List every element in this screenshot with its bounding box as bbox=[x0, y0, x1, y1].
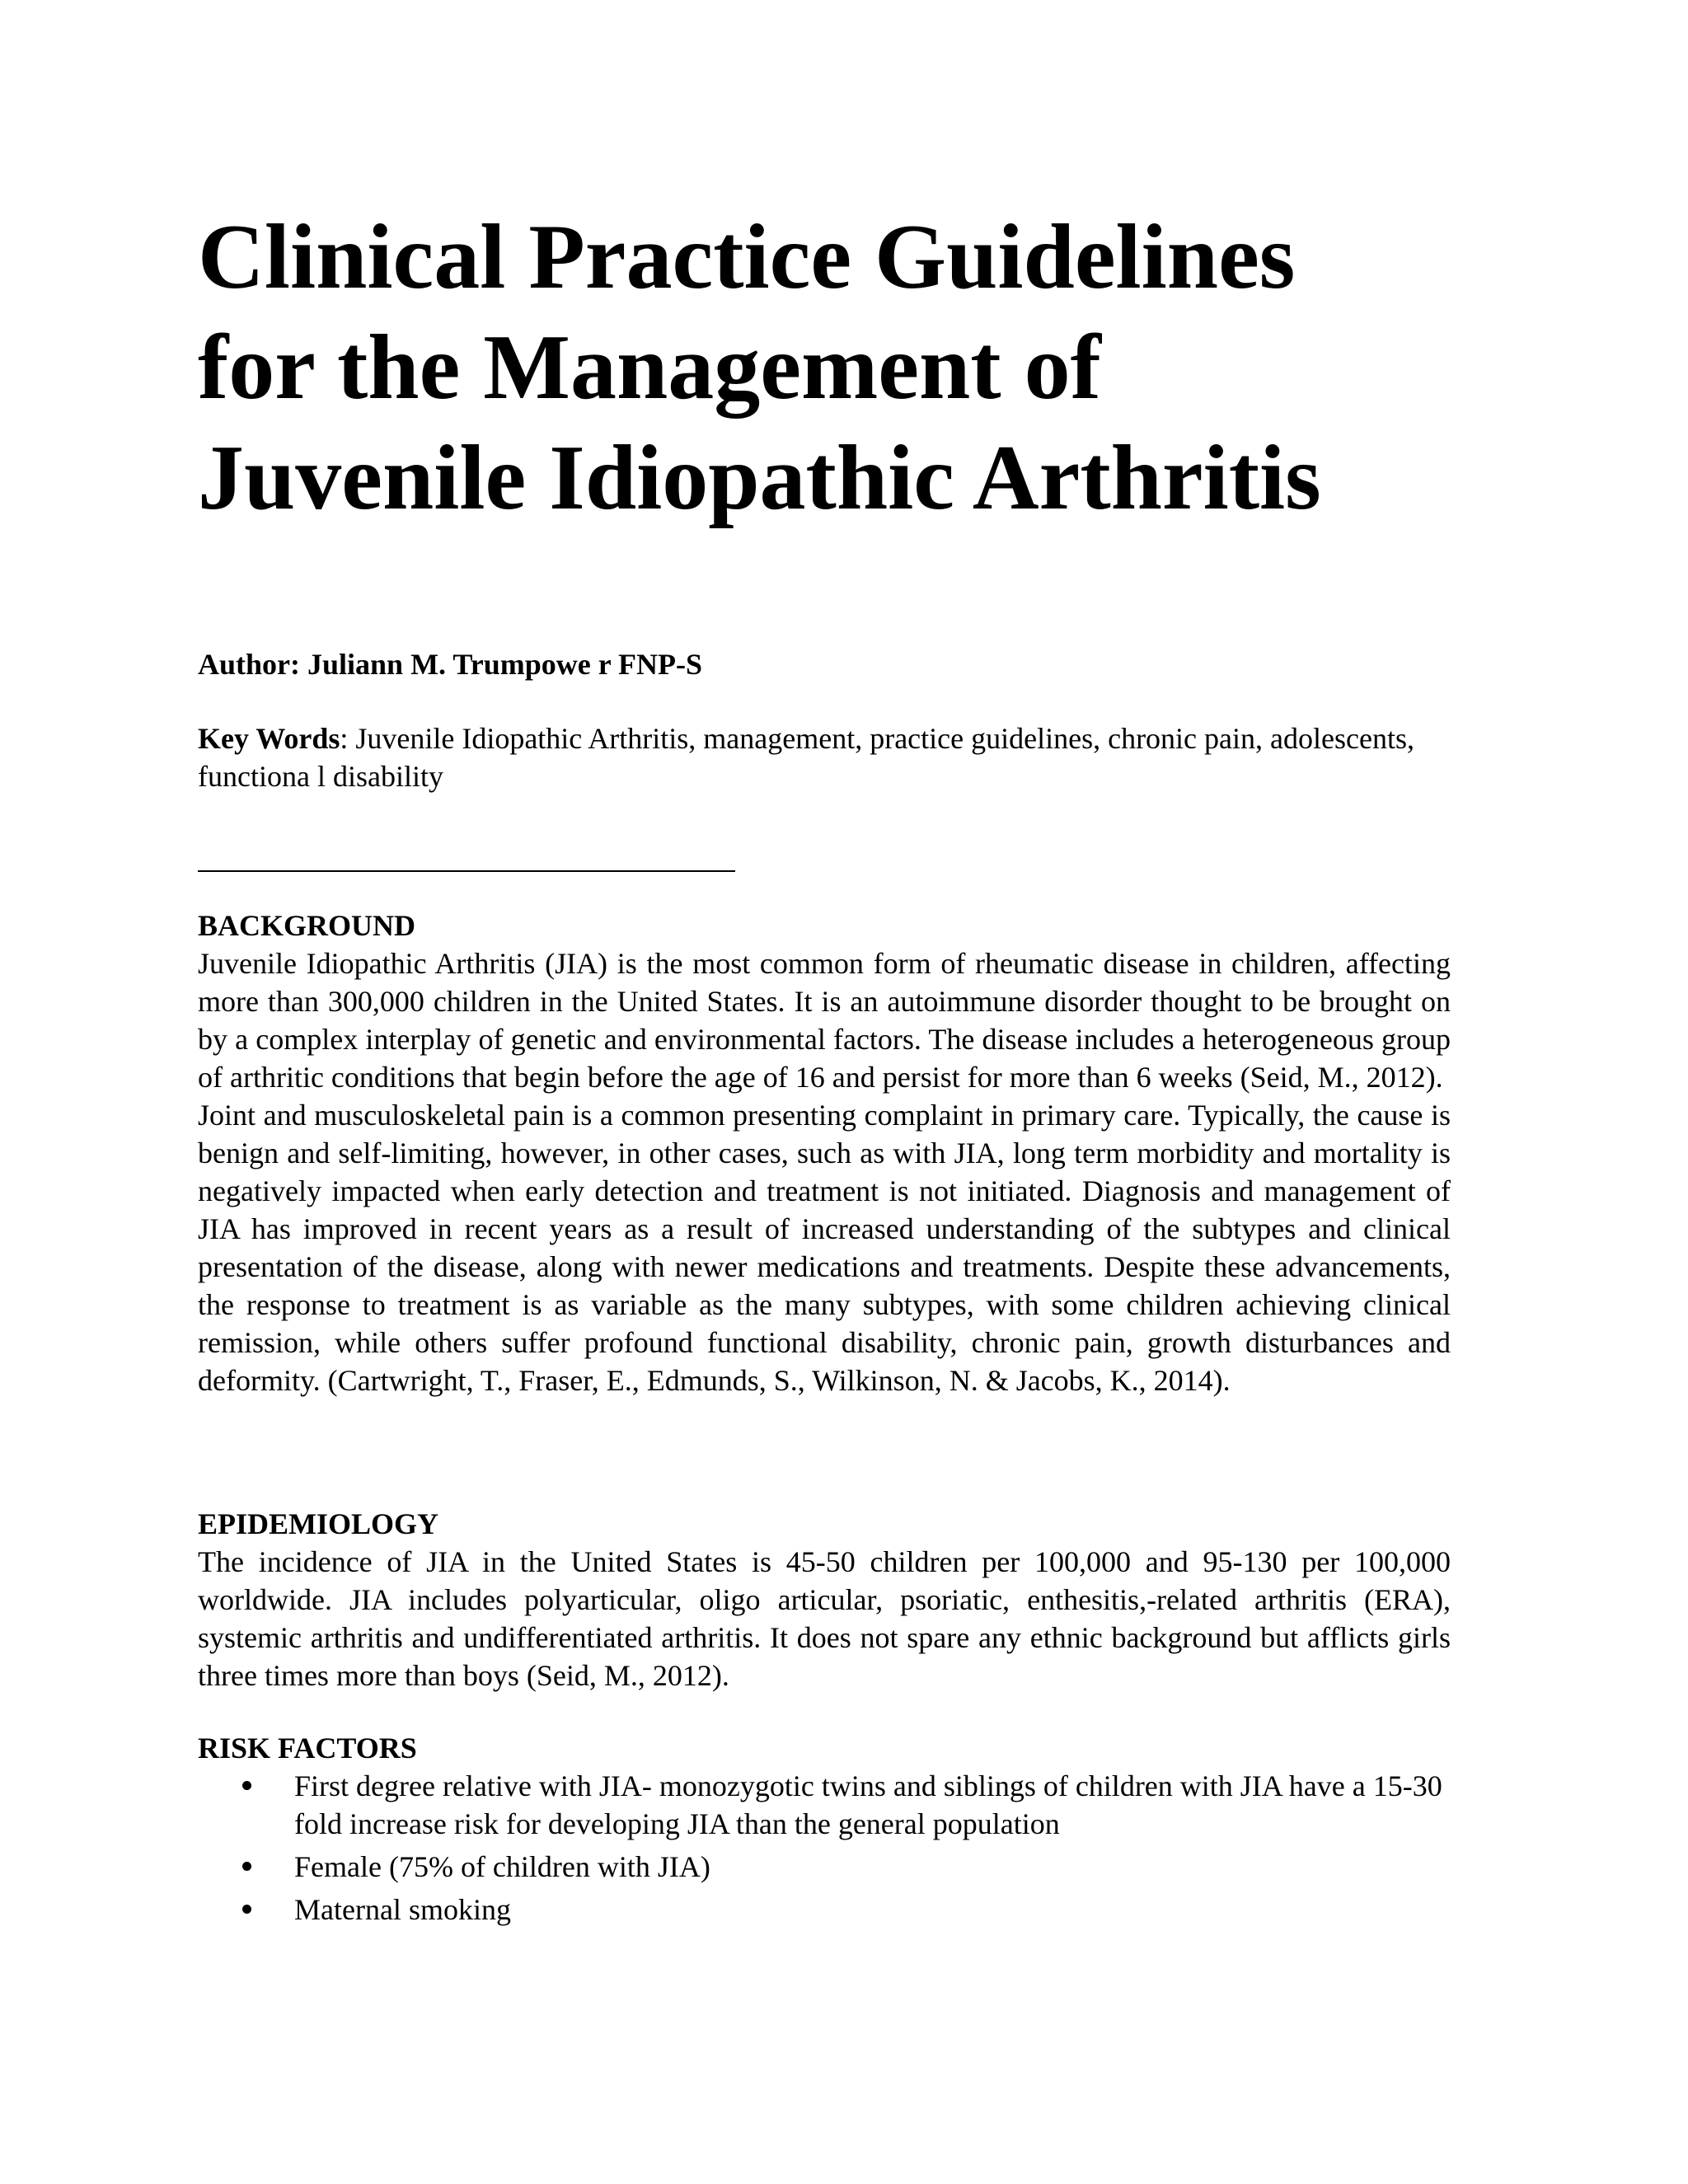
background-heading: BACKGROUND bbox=[198, 909, 416, 942]
background-paragraph-1: Juvenile Idiopathic Arthritis (JIA) is the most common form of rheumatic disease in children, affecting more than 300,000 children in the United States. It is an autoimmune disorder thought to be brought on by a complex interplay of genetic and environmental factors. The disease includes a heterogeneous group of arthritic conditions that begin before the age of 16 and persist for more than 6 weeks (Seid, M., 2012). bbox=[198, 947, 1451, 1094]
title-line-2: for the Management of bbox=[198, 316, 1101, 419]
background-paragraph-2: Joint and musculoskeletal pain is a common presenting complaint in primary care. Typically, the cause is benign and self-limiting, however, in other cases, such as with JIA, long term morbidity and mortality is negatively impacted when early detection and treatment is not initiated. Diagnosis and management of JIA has improved in recent years as a result of increased understanding of the subtypes and clinical presentation of the disease, along with newer medications and treatments. Despite these advancements, the response to treatment is as variable as the many subtypes, with some children achieving clinical remission, while others suffer profound functional disability, chronic pain, growth disturbances and deformity. (Cartwright, T., Fraser, E., Edmunds, S., Wilkinson, N. & Jacobs, K., 2014). bbox=[198, 1099, 1451, 1397]
keywords-text: : Juvenile Idiopathic Arthritis, management, practice guidelines, chronic pain, adolescents, functiona l disability bbox=[198, 722, 1414, 793]
keywords-line bbox=[198, 719, 1467, 795]
title-line-1: Clinical Practice Guidelines bbox=[198, 206, 1296, 308]
epidemiology-paragraph: The incidence of JIA in the United States is 45-50 children per 100,000 and 95-130 per 100,000 worldwide. JIA includes polyarticular, oligo articular, psoriatic, enthesitis,-related arthritis (ERA), systemic arthritis and undifferentiated arthritis. It does not spare any ethnic background but afflicts girls three times more than boys (Seid, M., 2012). bbox=[198, 1545, 1451, 1692]
list-item bbox=[198, 1891, 1451, 1929]
title-line-3: Juvenile Idiopathic Arthritis bbox=[198, 427, 1321, 529]
risk-factors-list bbox=[198, 1767, 1451, 1929]
list-item-text: Maternal smoking bbox=[294, 1893, 511, 1926]
separator-rule bbox=[198, 870, 735, 872]
keywords-label: Key Words bbox=[198, 722, 340, 755]
risk-factors-section bbox=[198, 1729, 1451, 1933]
epidemiology-section bbox=[198, 1505, 1451, 1694]
epidemiology-heading: EPIDEMIOLOGY bbox=[198, 1507, 439, 1540]
bullet-icon bbox=[242, 1848, 259, 1886]
list-item bbox=[198, 1767, 1451, 1843]
bullet-icon bbox=[242, 1767, 259, 1805]
list-item bbox=[198, 1848, 1451, 1886]
author-line: Author: Juliann M. Trumpowe r FNP-S bbox=[198, 648, 703, 681]
list-item-text: Female (75% of children with JIA) bbox=[294, 1850, 710, 1883]
bullet-icon bbox=[242, 1891, 259, 1929]
risk-factors-heading: RISK FACTORS bbox=[198, 1732, 417, 1765]
document-title bbox=[198, 202, 1321, 533]
background-section bbox=[198, 907, 1451, 1399]
list-item-text: First degree relative with JIA- monozygotic twins and siblings of children with JIA have a 15-30 fold increase risk for developing JIA than the general population bbox=[294, 1769, 1442, 1840]
